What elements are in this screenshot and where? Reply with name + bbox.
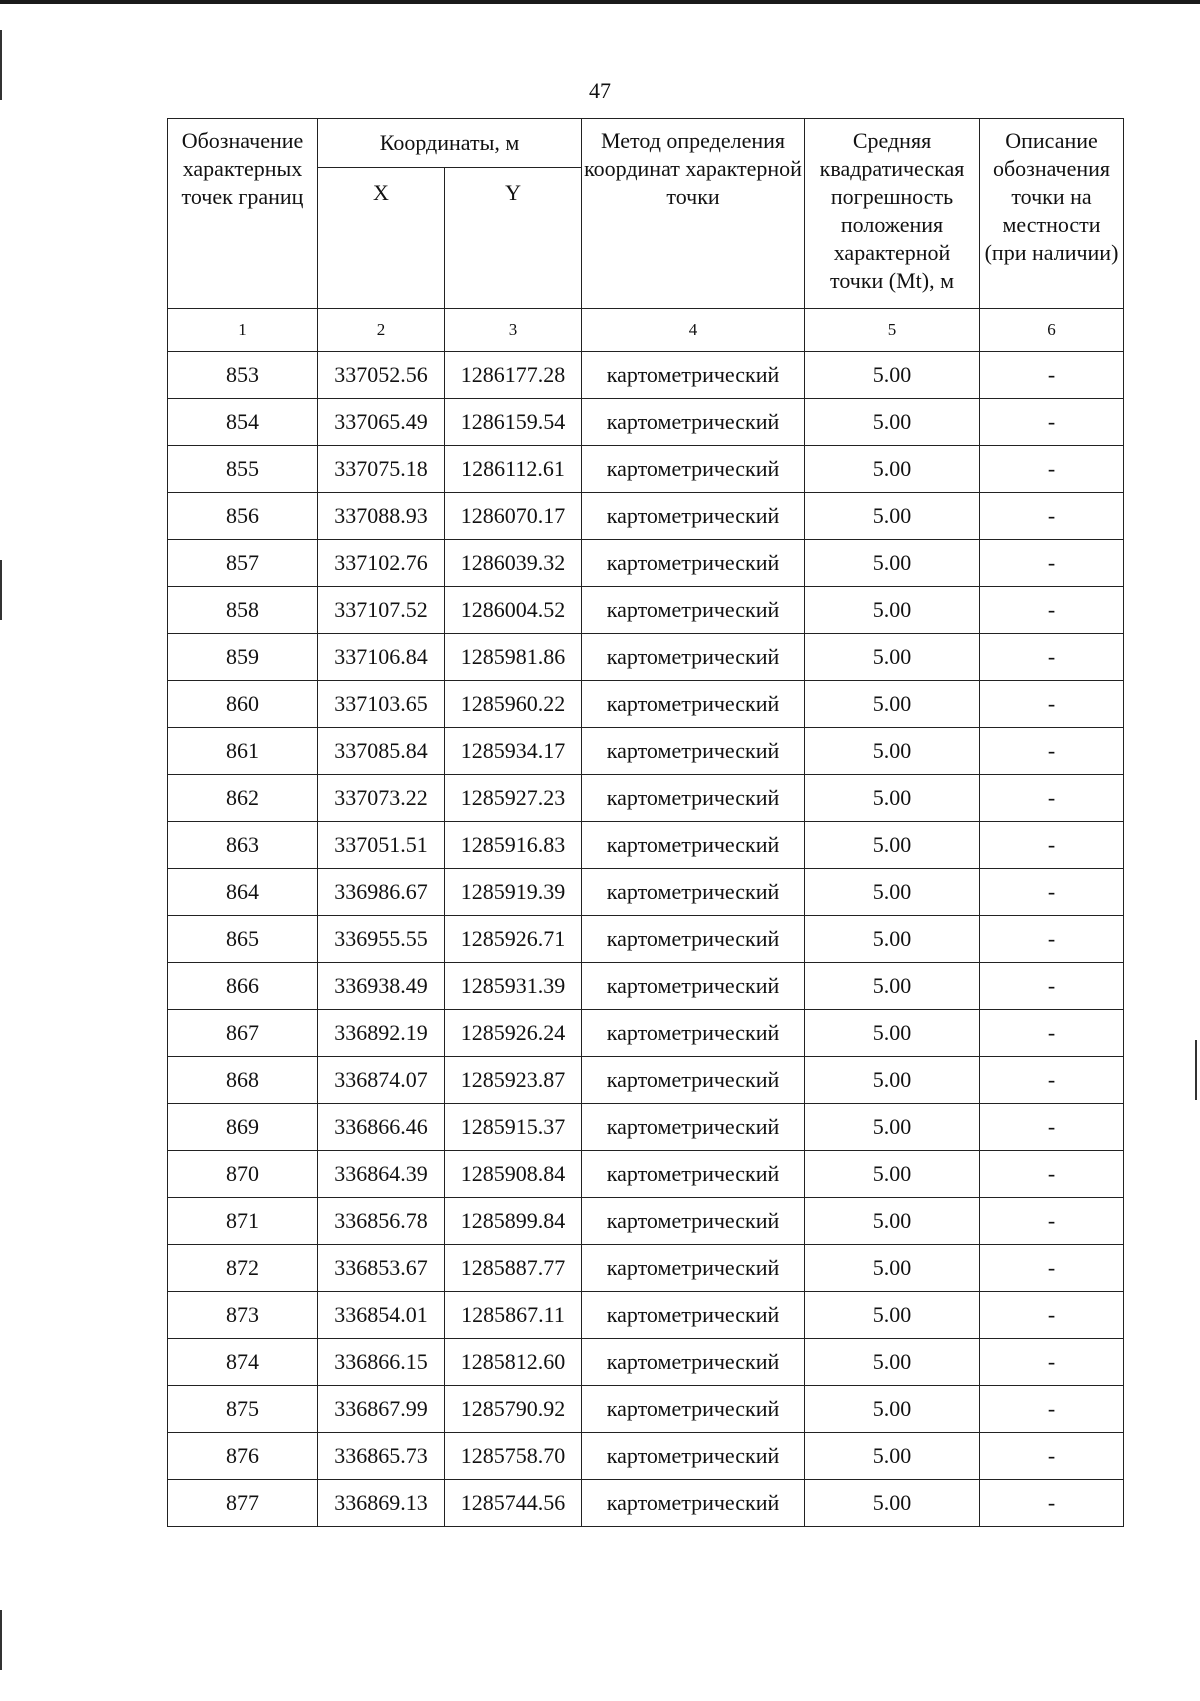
table-row	[168, 916, 1124, 963]
x-coordinate-cell: 337051.51	[318, 822, 445, 869]
y-coordinate-cell: 1285926.24	[445, 1010, 582, 1057]
point-id-cell: 862	[168, 775, 318, 822]
error-cell: 5.00	[805, 1292, 980, 1339]
x-coordinate-cell: 337107.52	[318, 587, 445, 634]
error-cell: 5.00	[805, 587, 980, 634]
error-cell: 5.00	[805, 1198, 980, 1245]
error-cell: 5.00	[805, 1433, 980, 1480]
scan-edge-mark	[1195, 1040, 1197, 1100]
table-row	[168, 446, 1124, 493]
y-coordinate-cell: 1285899.84	[445, 1198, 582, 1245]
table-row	[168, 634, 1124, 681]
error-cell: 5.00	[805, 634, 980, 681]
x-coordinate-cell: 337103.65	[318, 681, 445, 728]
y-coordinate-cell: 1285981.86	[445, 634, 582, 681]
column-number: 4	[582, 309, 805, 352]
method-cell: картометрический	[582, 493, 805, 540]
point-id-cell: 860	[168, 681, 318, 728]
method-cell: картометрический	[582, 775, 805, 822]
table-row	[168, 775, 1124, 822]
method-cell: картометрический	[582, 1104, 805, 1151]
description-cell: -	[980, 1480, 1124, 1527]
point-id-cell: 864	[168, 869, 318, 916]
page-number: 47	[589, 78, 611, 103]
x-coordinate-cell: 336866.15	[318, 1339, 445, 1386]
error-cell: 5.00	[805, 1245, 980, 1292]
description-cell: -	[980, 399, 1124, 446]
table-row	[168, 1151, 1124, 1198]
method-cell: картометрический	[582, 728, 805, 775]
point-id-cell: 861	[168, 728, 318, 775]
coordinates-table	[167, 118, 1124, 1527]
method-cell: картометрический	[582, 1057, 805, 1104]
y-coordinate-cell: 1285915.37	[445, 1104, 582, 1151]
description-cell: -	[980, 1198, 1124, 1245]
column-number: 6	[980, 309, 1124, 352]
table-row	[168, 1010, 1124, 1057]
y-coordinate-cell: 1286070.17	[445, 493, 582, 540]
point-id-cell: 868	[168, 1057, 318, 1104]
method-cell: картометрический	[582, 540, 805, 587]
column-number-row	[168, 309, 1124, 352]
y-coordinate-cell: 1285908.84	[445, 1151, 582, 1198]
y-coordinate-cell: 1286004.52	[445, 587, 582, 634]
error-cell: 5.00	[805, 540, 980, 587]
point-id-cell: 873	[168, 1292, 318, 1339]
y-coordinate-cell: 1285927.23	[445, 775, 582, 822]
error-cell: 5.00	[805, 1480, 980, 1527]
column-number: 2	[318, 309, 445, 352]
point-id-cell: 865	[168, 916, 318, 963]
y-coordinate-cell: 1286112.61	[445, 446, 582, 493]
table-row	[168, 1480, 1124, 1527]
x-coordinate-cell: 337085.84	[318, 728, 445, 775]
description-cell: -	[980, 587, 1124, 634]
point-id-cell: 859	[168, 634, 318, 681]
table-body	[168, 309, 1124, 1527]
description-cell: -	[980, 540, 1124, 587]
description-cell: -	[980, 1151, 1124, 1198]
y-coordinate-cell: 1286177.28	[445, 352, 582, 399]
error-cell: 5.00	[805, 1057, 980, 1104]
x-coordinate-cell: 337065.49	[318, 399, 445, 446]
point-id-cell: 855	[168, 446, 318, 493]
method-cell: картометрический	[582, 399, 805, 446]
point-id-cell: 871	[168, 1198, 318, 1245]
x-coordinate-cell: 336986.67	[318, 869, 445, 916]
table-row	[168, 1339, 1124, 1386]
column-number: 1	[168, 309, 318, 352]
y-coordinate-cell: 1285934.17	[445, 728, 582, 775]
x-coordinate-cell: 337088.93	[318, 493, 445, 540]
x-coordinate-cell: 337073.22	[318, 775, 445, 822]
x-coordinate-cell: 336853.67	[318, 1245, 445, 1292]
description-cell: -	[980, 493, 1124, 540]
column-number: 5	[805, 309, 980, 352]
description-cell: -	[980, 869, 1124, 916]
x-coordinate-cell: 336854.01	[318, 1292, 445, 1339]
table-row	[168, 681, 1124, 728]
table-row	[168, 1292, 1124, 1339]
error-cell: 5.00	[805, 822, 980, 869]
y-coordinate-cell: 1285919.39	[445, 869, 582, 916]
column-number: 3	[445, 309, 582, 352]
description-cell: -	[980, 446, 1124, 493]
x-coordinate-cell: 336864.39	[318, 1151, 445, 1198]
point-id-cell: 866	[168, 963, 318, 1010]
x-coordinate-cell: 336892.19	[318, 1010, 445, 1057]
point-id-cell: 857	[168, 540, 318, 587]
error-cell: 5.00	[805, 399, 980, 446]
header-method: Метод определения координат характерной точки	[582, 119, 805, 309]
method-cell: картометрический	[582, 1151, 805, 1198]
x-coordinate-cell: 337106.84	[318, 634, 445, 681]
table-row	[168, 540, 1124, 587]
description-cell: -	[980, 775, 1124, 822]
x-coordinate-cell: 337075.18	[318, 446, 445, 493]
description-cell: -	[980, 352, 1124, 399]
header-designation: Обозначение характерных точек границ	[168, 119, 318, 309]
point-id-cell: 869	[168, 1104, 318, 1151]
point-id-cell: 874	[168, 1339, 318, 1386]
point-id-cell: 863	[168, 822, 318, 869]
method-cell: картометрический	[582, 681, 805, 728]
table-row	[168, 587, 1124, 634]
table-row	[168, 1198, 1124, 1245]
method-cell: картометрический	[582, 1480, 805, 1527]
error-cell: 5.00	[805, 352, 980, 399]
point-id-cell: 858	[168, 587, 318, 634]
error-cell: 5.00	[805, 963, 980, 1010]
description-cell: -	[980, 916, 1124, 963]
x-coordinate-cell: 336874.07	[318, 1057, 445, 1104]
x-coordinate-cell: 336866.46	[318, 1104, 445, 1151]
x-coordinate-cell: 336955.55	[318, 916, 445, 963]
y-coordinate-cell: 1285867.11	[445, 1292, 582, 1339]
header-description: Описание обозначения точки на местности (при наличии)	[980, 119, 1124, 309]
error-cell: 5.00	[805, 493, 980, 540]
error-cell: 5.00	[805, 446, 980, 493]
table-row	[168, 1245, 1124, 1292]
method-cell: картометрический	[582, 1198, 805, 1245]
scan-edge-mark	[0, 1610, 2, 1670]
point-id-cell: 876	[168, 1433, 318, 1480]
method-cell: картометрический	[582, 587, 805, 634]
description-cell: -	[980, 681, 1124, 728]
scan-edge-mark	[0, 560, 2, 620]
header-x: X	[318, 168, 445, 309]
point-id-cell: 877	[168, 1480, 318, 1527]
y-coordinate-cell: 1285887.77	[445, 1245, 582, 1292]
description-cell: -	[980, 1010, 1124, 1057]
x-coordinate-cell: 336938.49	[318, 963, 445, 1010]
error-cell: 5.00	[805, 1151, 980, 1198]
x-coordinate-cell: 337052.56	[318, 352, 445, 399]
point-id-cell: 872	[168, 1245, 318, 1292]
method-cell: картометрический	[582, 1339, 805, 1386]
error-cell: 5.00	[805, 681, 980, 728]
method-cell: картометрический	[582, 446, 805, 493]
table-row	[168, 822, 1124, 869]
point-id-cell: 870	[168, 1151, 318, 1198]
table-row	[168, 1057, 1124, 1104]
error-cell: 5.00	[805, 1339, 980, 1386]
header-error: Средняя квадратическая погрешность положения характерной точки (Mt), м	[805, 119, 980, 309]
error-cell: 5.00	[805, 728, 980, 775]
description-cell: -	[980, 1104, 1124, 1151]
y-coordinate-cell: 1285926.71	[445, 916, 582, 963]
description-cell: -	[980, 822, 1124, 869]
method-cell: картометрический	[582, 1010, 805, 1057]
description-cell: -	[980, 1386, 1124, 1433]
y-coordinate-cell: 1285960.22	[445, 681, 582, 728]
description-cell: -	[980, 1245, 1124, 1292]
description-cell: -	[980, 1339, 1124, 1386]
method-cell: картометрический	[582, 1433, 805, 1480]
point-id-cell: 853	[168, 352, 318, 399]
method-cell: картометрический	[582, 869, 805, 916]
method-cell: картометрический	[582, 822, 805, 869]
x-coordinate-cell: 336865.73	[318, 1433, 445, 1480]
description-cell: -	[980, 1057, 1124, 1104]
description-cell: -	[980, 1433, 1124, 1480]
description-cell: -	[980, 728, 1124, 775]
x-coordinate-cell: 336869.13	[318, 1480, 445, 1527]
y-coordinate-cell: 1285931.39	[445, 963, 582, 1010]
method-cell: картометрический	[582, 1386, 805, 1433]
error-cell: 5.00	[805, 1010, 980, 1057]
y-coordinate-cell: 1285790.92	[445, 1386, 582, 1433]
y-coordinate-cell: 1285744.56	[445, 1480, 582, 1527]
table-row	[168, 399, 1124, 446]
point-id-cell: 856	[168, 493, 318, 540]
table-row	[168, 728, 1124, 775]
scan-top-border	[0, 0, 1200, 4]
x-coordinate-cell: 336856.78	[318, 1198, 445, 1245]
point-id-cell: 867	[168, 1010, 318, 1057]
y-coordinate-cell: 1285758.70	[445, 1433, 582, 1480]
x-coordinate-cell: 337102.76	[318, 540, 445, 587]
method-cell: картометрический	[582, 1292, 805, 1339]
table-row	[168, 1104, 1124, 1151]
method-cell: картометрический	[582, 1245, 805, 1292]
error-cell: 5.00	[805, 1104, 980, 1151]
error-cell: 5.00	[805, 916, 980, 963]
y-coordinate-cell: 1286039.32	[445, 540, 582, 587]
point-id-cell: 875	[168, 1386, 318, 1433]
header-y: Y	[445, 168, 582, 309]
table-row	[168, 493, 1124, 540]
method-cell: картометрический	[582, 634, 805, 681]
table-row	[168, 963, 1124, 1010]
header-coordinates: Координаты, м	[318, 119, 582, 168]
description-cell: -	[980, 634, 1124, 681]
table-row	[168, 869, 1124, 916]
method-cell: картометрический	[582, 352, 805, 399]
table-row	[168, 1433, 1124, 1480]
x-coordinate-cell: 336867.99	[318, 1386, 445, 1433]
method-cell: картометрический	[582, 963, 805, 1010]
table-row	[168, 352, 1124, 399]
point-id-cell: 854	[168, 399, 318, 446]
table-row	[168, 1386, 1124, 1433]
method-cell: картометрический	[582, 916, 805, 963]
error-cell: 5.00	[805, 869, 980, 916]
description-cell: -	[980, 963, 1124, 1010]
y-coordinate-cell: 1285812.60	[445, 1339, 582, 1386]
y-coordinate-cell: 1285916.83	[445, 822, 582, 869]
description-cell: -	[980, 1292, 1124, 1339]
y-coordinate-cell: 1286159.54	[445, 399, 582, 446]
y-coordinate-cell: 1285923.87	[445, 1057, 582, 1104]
error-cell: 5.00	[805, 1386, 980, 1433]
error-cell: 5.00	[805, 775, 980, 822]
